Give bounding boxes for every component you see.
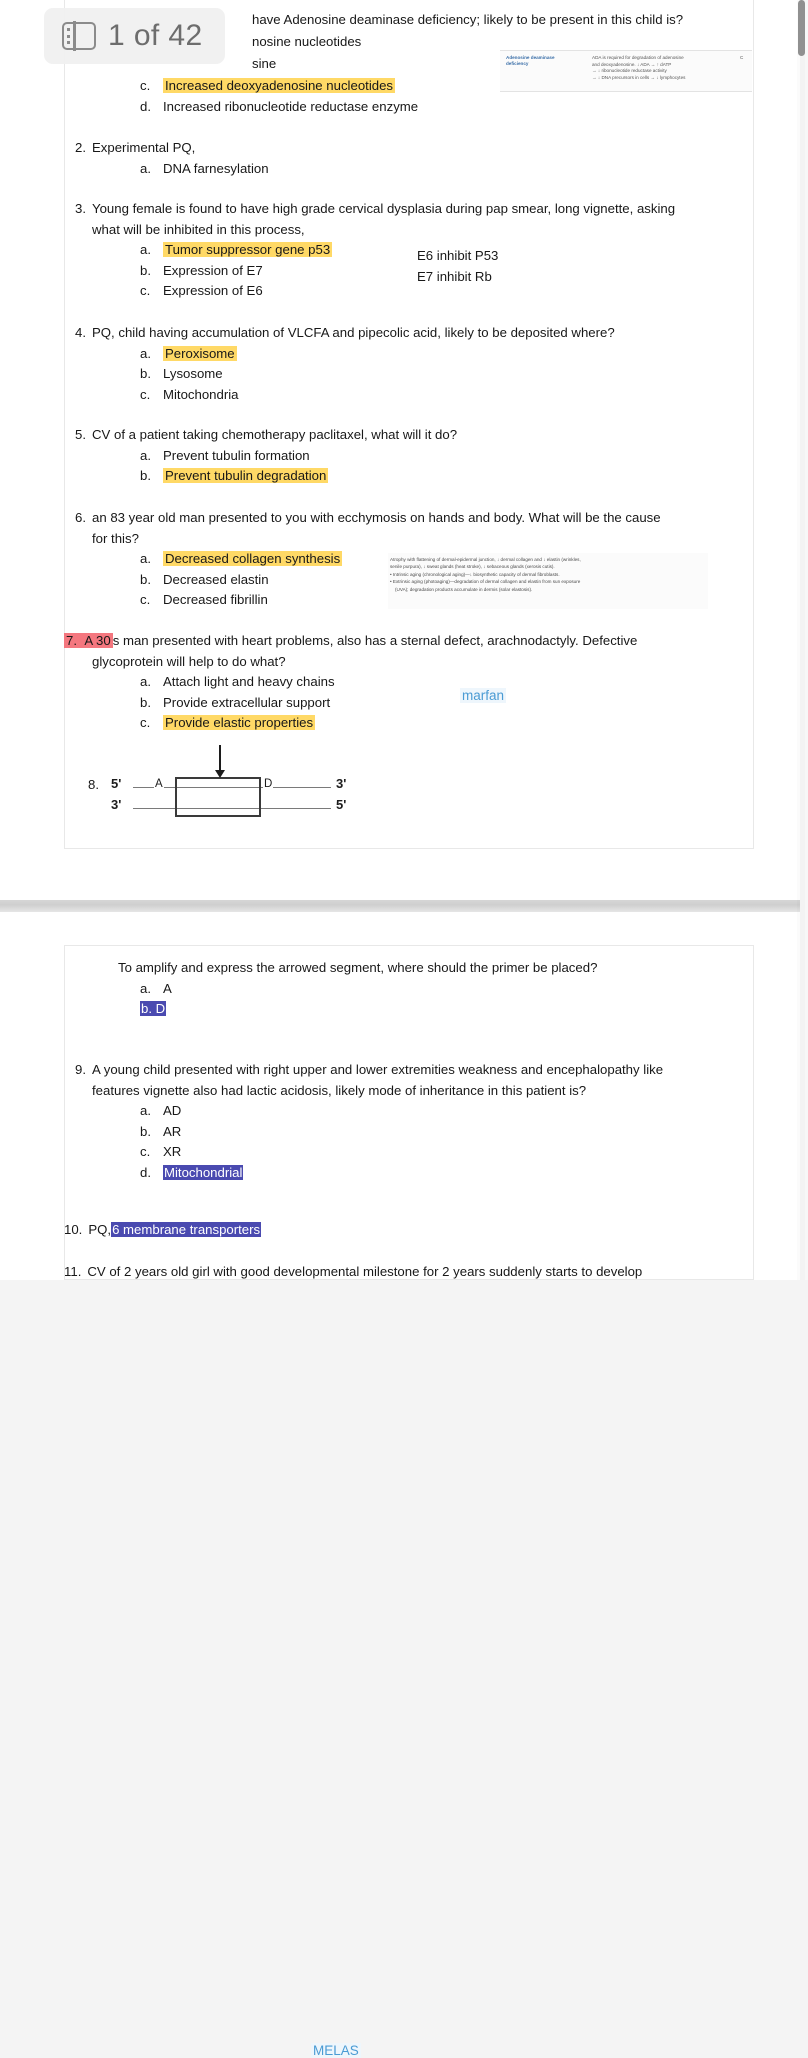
option-letter: a. <box>140 447 151 463</box>
option-letter: a. <box>140 160 151 176</box>
question-10-stem <box>64 1220 261 1241</box>
inset-line-2: senile purpura), ↓ sweat glands (heat stroke), ↓ sebaceous glands (xerosis cutis). <box>390 564 555 570</box>
scrollbar-thumb[interactable] <box>798 0 805 56</box>
question-1-option-d <box>64 97 418 118</box>
question-2-stem-text: Experimental PQ, <box>92 140 196 155</box>
option-text: Expression of E7 <box>163 262 263 278</box>
question-6-stem-text-1: an 83 year old man presented to you with ecchymosis on hands and body. What will be the cause <box>92 510 661 525</box>
dna-marker-a: A <box>155 778 163 790</box>
question-3-stem-line-2: what will be inhibited in this process, <box>92 221 305 237</box>
dna-right-bottom-label: 5' <box>336 797 347 812</box>
inset-title-line-1: Adenosine deaminase <box>506 55 555 60</box>
question-7-stem-highlight: A 30 <box>84 633 111 648</box>
option-text-highlighted: Prevent tubulin degradation <box>165 468 327 483</box>
question-10 <box>64 1220 261 1241</box>
option-letter: c. <box>140 715 151 730</box>
question-4-option-b <box>64 364 615 385</box>
option-text: XR <box>163 1144 182 1159</box>
question-2-option-a <box>64 159 269 180</box>
annotation-melas: MELAS <box>313 2043 359 2058</box>
option-text-highlighted: Provide elastic properties <box>165 715 314 730</box>
page-separator <box>0 900 800 912</box>
question-number: 2. <box>75 140 86 155</box>
question-7-option-c <box>64 713 637 734</box>
option-selected-highlight: Mitochondrial <box>164 1164 243 1180</box>
option-letter: a. <box>140 1103 151 1118</box>
question-number: 4. <box>75 325 86 340</box>
question-9-option-c <box>64 1142 663 1163</box>
inset-body-line-2: and deoxyadenosine. ↓ ADA → ↑ dATP <box>592 61 672 67</box>
question-3-option-c <box>64 281 675 302</box>
inset-title-line-2: deficiency <box>506 61 529 67</box>
question-8-cont-stem: To amplify and express the arrowed segment, where should the primer be placed? <box>118 960 598 975</box>
option-text-highlighted: Increased deoxyadenosine nucleotides <box>165 78 394 93</box>
option-text: Provide extracellular support <box>163 694 331 710</box>
question-11-stem <box>64 1262 642 1283</box>
option-letter: d. <box>140 1164 151 1180</box>
question-1-option-b <box>252 54 276 75</box>
inset-line-5: (UVA); degradation products accumulate in dermis (solar elastosis). <box>395 586 533 592</box>
question-3-note-2: E7 inhibit Rb <box>417 268 492 284</box>
question-1-option-a <box>252 32 361 53</box>
question-8-cont-option-a <box>118 979 597 1000</box>
dna-left-bottom-label: 3' <box>111 797 122 812</box>
question-3-stem-line-1 <box>64 199 675 220</box>
question-number: 5. <box>75 427 86 442</box>
question-4-option-a <box>64 344 615 365</box>
question-number: 10. <box>64 1222 83 1237</box>
question-10-stem-highlight: 6 membrane transporters <box>112 1222 261 1237</box>
option-letter: d. <box>140 98 151 114</box>
dna-segment-box <box>175 777 261 817</box>
option-text: Increased ribonucleotide reductase enzyme <box>163 98 419 114</box>
question-number: 8. <box>88 777 99 792</box>
question-8-dna-diagram <box>88 745 368 820</box>
inset-line-3: • Intrinsic aging (chronological aging)—↓ biosynthetic capacity of dermal fibroblasts. <box>390 571 560 577</box>
option-letter: b. <box>140 1123 151 1139</box>
question-number: 11. <box>64 1264 82 1279</box>
option-text: D <box>155 1001 166 1016</box>
option-letter: a. <box>140 345 151 361</box>
option-letter: b. <box>140 468 151 483</box>
question-number: 6. <box>75 510 86 525</box>
option-text-highlighted: Decreased collagen synthesis <box>165 551 341 566</box>
question-7-stem-text-1: s man presented with heart problems, also has a sternal defect, arachnodactyly. Defective <box>112 633 638 648</box>
inset-body-line-1: ADA is required for degradation of adenosine <box>592 55 684 60</box>
dna-left-top-label: 5' <box>111 776 122 791</box>
question-8-continuation <box>118 958 597 1020</box>
page-indicator-text: 1 of 42 <box>108 19 203 52</box>
question-4-stem <box>64 323 615 344</box>
annotation-marfan: marfan <box>462 688 505 703</box>
question-7-option-b <box>64 693 637 714</box>
question-3-option-b <box>64 261 675 282</box>
question-1-option-b-text: sine <box>252 56 277 71</box>
reference-inset-adenosine-deaminase <box>500 50 752 92</box>
option-text: A <box>163 980 172 996</box>
option-text: Expression of E6 <box>163 283 263 298</box>
option-letter: c. <box>140 78 151 93</box>
option-text: DNA farnesylation <box>163 160 269 176</box>
option-letter: b. <box>140 571 151 587</box>
question-11 <box>64 1262 642 1283</box>
inset-line-4: • Extrinsic aging (photoaging)—degradation of dermal collagen and elastin from sun exposure <box>390 579 581 585</box>
option-text: AD <box>163 1103 182 1118</box>
question-8-cont-option-b <box>118 999 597 1020</box>
question-9-stem-text-1: A young child presented with right upper and lower extremities weakness and encephalopathy like <box>92 1062 664 1077</box>
question-7-stem-line-2: glycoprotein will help to do what? <box>92 653 286 669</box>
inset-body-line-4: → ↓ DNA precursors in cells → ↓ lymphocytes <box>592 74 686 80</box>
question-1-option-a-text: nosine nucleotides <box>252 34 362 49</box>
question-9 <box>64 1060 663 1183</box>
question-1-options <box>64 76 418 117</box>
question-number: 3. <box>75 201 86 216</box>
question-9-stem-line-2: features vignette also had lactic acidosis, likely mode of inheritance in this patient is? <box>92 1082 587 1098</box>
option-letter: a. <box>140 242 151 257</box>
option-text-highlighted: Peroxisome <box>165 345 235 361</box>
option-letter: c. <box>140 386 151 402</box>
question-3-note-1: E6 inhibit P53 <box>417 248 499 263</box>
option-text: Mitochondria <box>163 386 239 402</box>
option-letter: c. <box>140 1144 151 1159</box>
scrollbar-track[interactable] <box>797 0 805 1280</box>
inset-body <box>592 55 732 87</box>
option-text: Decreased elastin <box>163 571 269 587</box>
question-7-stem-line-1 <box>64 631 637 652</box>
question-1-option-c <box>64 76 418 97</box>
option-text: Lysosome <box>163 366 223 381</box>
question-7 <box>64 631 637 734</box>
question-9-option-a <box>64 1101 663 1122</box>
option-letter: a. <box>140 980 151 996</box>
reference-inset-skin-aging <box>388 553 708 609</box>
option-text: Attach light and heavy chains <box>163 674 335 689</box>
question-10-stem-prefix: PQ, <box>88 1222 112 1237</box>
question-1-stem-text: have Adenosine deaminase deficiency; likely to be present in this child is? <box>252 12 684 27</box>
option-letter: c. <box>140 592 151 607</box>
document-page-2 <box>0 912 800 2058</box>
question-7-option-a <box>64 672 637 693</box>
question-5-stem <box>64 425 457 446</box>
question-9-stem-line-1 <box>64 1060 663 1081</box>
option-letter: b. <box>140 366 151 381</box>
dna-right-top-label: 3' <box>336 776 347 791</box>
question-1-stem <box>252 10 683 31</box>
option-text-highlighted: Tumor suppressor gene p53 <box>165 242 331 257</box>
option-letter: a. <box>140 551 151 566</box>
question-4-option-c <box>64 385 615 406</box>
question-2 <box>64 138 269 179</box>
option-text: Decreased fibrillin <box>163 592 268 607</box>
question-5 <box>64 425 457 487</box>
inset-line-1: Atrophy with flattening of dermal-epidermal junction, ↓ dermal collagen and ↓ elastin (wrinkles, <box>390 557 581 562</box>
question-4-stem-text: PQ, child having accumulation of VLCFA and pipecolic acid, likely to be deposited where? <box>92 325 615 340</box>
page-indicator-badge[interactable] <box>44 8 225 64</box>
option-letter: a. <box>140 674 151 689</box>
pages-panel-icon <box>62 22 96 50</box>
question-number: 7. <box>66 633 77 648</box>
question-9-option-d <box>64 1163 663 1184</box>
option-text: Prevent tubulin formation <box>163 447 310 463</box>
question-11-stem-text: CV of 2 years old girl with good developmental milestone for 2 years suddenly starts to develop <box>87 1264 643 1279</box>
down-arrow-icon <box>219 745 221 771</box>
question-5-stem-text: CV of a patient taking chemotherapy paclitaxel, what will it do? <box>92 427 458 442</box>
option-text: AR <box>163 1123 182 1139</box>
question-4 <box>64 323 615 405</box>
question-7-number-highlighted <box>64 633 113 648</box>
option-letter: b. <box>141 1001 152 1016</box>
question-5-option-a <box>64 446 457 467</box>
question-3-notes <box>417 246 498 287</box>
question-3-stem-text-1: Young female is found to have high grade cervical dysplasia during pap smear, long vignette, asking <box>92 201 676 216</box>
question-6-stem-line-1 <box>64 508 661 529</box>
question-2-stem <box>64 138 269 159</box>
question-3-option-a <box>64 240 675 261</box>
document-page-1 <box>0 0 800 900</box>
dna-marker-d: D <box>264 778 273 790</box>
inset-title <box>506 55 584 87</box>
option-letter: b. <box>140 262 151 278</box>
question-5-option-b <box>64 466 457 487</box>
inset-body-line-3: → ↓ ribonucleotide reductase activity <box>592 68 667 74</box>
question-9-option-b <box>64 1122 663 1143</box>
inset-edge-fragment: C <box>740 55 744 60</box>
option-letter: b. <box>140 694 151 710</box>
question-number: 9. <box>75 1062 86 1077</box>
question-3 <box>64 199 675 302</box>
option-selected-highlight <box>140 1001 166 1016</box>
option-letter: c. <box>140 283 151 298</box>
question-6-stem-line-2: for this? <box>92 530 139 546</box>
